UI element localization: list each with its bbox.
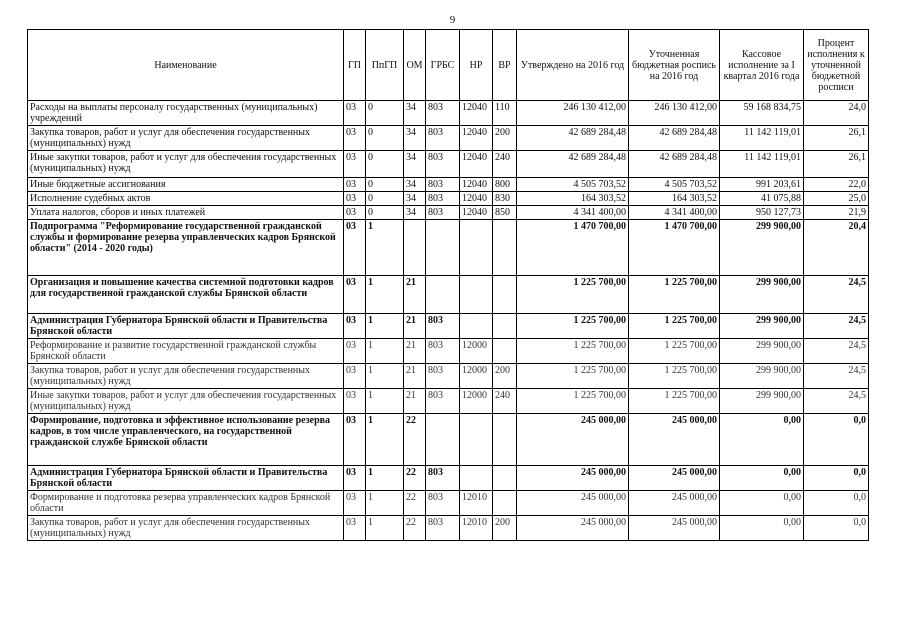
cell-cash: 0,00	[720, 414, 804, 466]
cell-cash: 299 900,00	[720, 389, 804, 414]
cell-vr: 830	[493, 192, 517, 206]
cell-gp: 03	[344, 220, 366, 276]
cell-name: Закупка товаров, работ и услуг для обеспечения государственных (муниципальных) нужд	[28, 364, 344, 389]
cell-vr: 200	[493, 516, 517, 541]
header-grbs: ГРБС	[426, 30, 460, 101]
cell-approved: 42 689 284,48	[517, 126, 629, 151]
cell-grbs: 803	[426, 178, 460, 192]
cell-refined: 42 689 284,48	[629, 126, 720, 151]
cell-name: Администрация Губернатора Брянской области и Правительства Брянской области	[28, 314, 344, 339]
cell-grbs: 803	[426, 206, 460, 220]
cell-om: 34	[404, 178, 426, 192]
cell-cash: 299 900,00	[720, 339, 804, 364]
cell-grbs: 803	[426, 192, 460, 206]
cell-percent: 24,5	[804, 314, 869, 339]
cell-gp: 03	[344, 364, 366, 389]
cell-om: 34	[404, 192, 426, 206]
cell-ppgp: 0	[366, 192, 404, 206]
cell-ppgp: 1	[366, 276, 404, 314]
cell-cash: 0,00	[720, 491, 804, 516]
cell-np: 12040	[460, 126, 493, 151]
cell-om: 22	[404, 414, 426, 466]
cell-vr: 240	[493, 389, 517, 414]
cell-om: 21	[404, 276, 426, 314]
cell-ppgp: 1	[366, 339, 404, 364]
cell-np: 12040	[460, 206, 493, 220]
cell-approved: 4 341 400,00	[517, 206, 629, 220]
cell-refined: 4 341 400,00	[629, 206, 720, 220]
cell-ppgp: 1	[366, 364, 404, 389]
cell-vr	[493, 314, 517, 339]
budget-table	[27, 29, 869, 541]
cell-cash: 299 900,00	[720, 220, 804, 276]
cell-refined: 1 225 700,00	[629, 339, 720, 364]
cell-om: 34	[404, 101, 426, 126]
cell-cash: 11 142 119,01	[720, 151, 804, 178]
cell-name: Организация и повышение качества системной подготовки кадров для государственной гражданской службы Брянской области	[28, 276, 344, 314]
cell-ppgp: 0	[366, 126, 404, 151]
table-row	[28, 491, 869, 516]
cell-refined: 42 689 284,48	[629, 151, 720, 178]
cell-cash: 299 900,00	[720, 364, 804, 389]
cell-grbs: 803	[426, 126, 460, 151]
table-row	[28, 192, 869, 206]
cell-gp: 03	[344, 466, 366, 491]
cell-name: Формирование, подготовка и эффективное использование резерва кадров, в том числе управленческого, на государственной гражданской службе Брянской области	[28, 414, 344, 466]
cell-refined: 4 505 703,52	[629, 178, 720, 192]
header-ppgp: ПпГП	[366, 30, 404, 101]
cell-om: 22	[404, 491, 426, 516]
table-row	[28, 126, 869, 151]
cell-approved: 1 225 700,00	[517, 314, 629, 339]
cell-name: Администрация Губернатора Брянской области и Правительства Брянской области	[28, 466, 344, 491]
cell-ppgp: 1	[366, 491, 404, 516]
header-cash: Кассовое исполнение за I квартал 2016 года	[720, 30, 804, 101]
cell-ppgp: 0	[366, 206, 404, 220]
cell-np	[460, 466, 493, 491]
header-om: ОМ	[404, 30, 426, 101]
cell-percent: 0,0	[804, 491, 869, 516]
cell-vr	[493, 220, 517, 276]
cell-name: Иные бюджетные ассигнования	[28, 178, 344, 192]
cell-approved: 245 000,00	[517, 466, 629, 491]
cell-grbs: 803	[426, 364, 460, 389]
cell-approved: 1 225 700,00	[517, 364, 629, 389]
table-row	[28, 178, 869, 192]
cell-vr: 240	[493, 151, 517, 178]
cell-grbs: 803	[426, 151, 460, 178]
cell-percent: 24,5	[804, 389, 869, 414]
table-row	[28, 206, 869, 220]
cell-vr	[493, 276, 517, 314]
cell-percent: 21,9	[804, 206, 869, 220]
cell-approved: 245 000,00	[517, 491, 629, 516]
cell-ppgp: 1	[366, 516, 404, 541]
cell-om: 21	[404, 364, 426, 389]
cell-gp: 03	[344, 101, 366, 126]
cell-percent: 0,0	[804, 466, 869, 491]
cell-gp: 03	[344, 178, 366, 192]
cell-approved: 1 225 700,00	[517, 339, 629, 364]
cell-approved: 42 689 284,48	[517, 151, 629, 178]
cell-grbs: 803	[426, 339, 460, 364]
cell-approved: 4 505 703,52	[517, 178, 629, 192]
cell-ppgp: 1	[366, 389, 404, 414]
table-row	[28, 466, 869, 491]
cell-cash: 0,00	[720, 516, 804, 541]
header-approved: Утверждено на 2016 год	[517, 30, 629, 101]
cell-percent: 24,0	[804, 101, 869, 126]
cell-approved: 246 130 412,00	[517, 101, 629, 126]
cell-np	[460, 314, 493, 339]
cell-gp: 03	[344, 389, 366, 414]
cell-approved: 1 470 700,00	[517, 220, 629, 276]
cell-cash: 991 203,61	[720, 178, 804, 192]
cell-np: 12040	[460, 101, 493, 126]
cell-percent: 0,0	[804, 414, 869, 466]
cell-grbs: 803	[426, 314, 460, 339]
cell-grbs: 803	[426, 466, 460, 491]
cell-refined: 164 303,52	[629, 192, 720, 206]
cell-vr	[493, 414, 517, 466]
table-row	[28, 339, 869, 364]
table-row	[28, 314, 869, 339]
cell-percent: 25,0	[804, 192, 869, 206]
cell-np: 12000	[460, 364, 493, 389]
cell-gp: 03	[344, 314, 366, 339]
cell-name: Подпрограмма "Реформирование государственной гражданской службы и формирование резерва управленческих кадров Брянской области" (2014 - 2020 годы)	[28, 220, 344, 276]
header-vr: ВР	[493, 30, 517, 101]
cell-gp: 03	[344, 192, 366, 206]
cell-grbs: 803	[426, 516, 460, 541]
cell-name: Исполнение судебных актов	[28, 192, 344, 206]
cell-np	[460, 276, 493, 314]
table-header-row	[28, 30, 869, 101]
cell-np: 12010	[460, 491, 493, 516]
cell-approved: 245 000,00	[517, 516, 629, 541]
cell-cash: 0,00	[720, 466, 804, 491]
table-row	[28, 414, 869, 466]
cell-om: 34	[404, 151, 426, 178]
cell-ppgp: 1	[366, 314, 404, 339]
cell-np: 12040	[460, 151, 493, 178]
cell-refined: 245 000,00	[629, 516, 720, 541]
table-row	[28, 364, 869, 389]
cell-refined: 1 225 700,00	[629, 364, 720, 389]
cell-gp: 03	[344, 339, 366, 364]
cell-gp: 03	[344, 276, 366, 314]
cell-om: 22	[404, 516, 426, 541]
cell-percent: 22,0	[804, 178, 869, 192]
cell-om: 21	[404, 339, 426, 364]
cell-om: 34	[404, 206, 426, 220]
cell-refined: 245 000,00	[629, 414, 720, 466]
cell-cash: 11 142 119,01	[720, 126, 804, 151]
cell-vr	[493, 339, 517, 364]
cell-cash: 59 168 834,75	[720, 101, 804, 126]
header-refined: Уточненная бюджетная роспись на 2016 год	[629, 30, 720, 101]
cell-np	[460, 414, 493, 466]
cell-np: 12010	[460, 516, 493, 541]
cell-refined: 245 000,00	[629, 466, 720, 491]
header-np: НР	[460, 30, 493, 101]
header-gp: ГП	[344, 30, 366, 101]
cell-np: 12000	[460, 339, 493, 364]
header-name: Наименование	[28, 30, 344, 101]
cell-np: 12000	[460, 389, 493, 414]
cell-gp: 03	[344, 206, 366, 220]
cell-ppgp: 1	[366, 220, 404, 276]
cell-name: Расходы на выплаты персоналу государственных (муниципальных) учреждений	[28, 101, 344, 126]
cell-gp: 03	[344, 151, 366, 178]
cell-percent: 24,5	[804, 276, 869, 314]
cell-name: Закупка товаров, работ и услуг для обеспечения государственных (муниципальных) нужд	[28, 126, 344, 151]
cell-refined: 1 470 700,00	[629, 220, 720, 276]
cell-cash: 950 127,73	[720, 206, 804, 220]
cell-om: 22	[404, 466, 426, 491]
cell-ppgp: 0	[366, 151, 404, 178]
table-row	[28, 516, 869, 541]
cell-name: Иные закупки товаров, работ и услуг для обеспечения государственных (муниципальных) нужд	[28, 151, 344, 178]
cell-name: Уплата налогов, сборов и иных платежей	[28, 206, 344, 220]
cell-name: Реформирование и развитие государственной гражданской службы Брянской области	[28, 339, 344, 364]
cell-ppgp: 1	[366, 466, 404, 491]
cell-np: 12040	[460, 178, 493, 192]
cell-grbs: 803	[426, 101, 460, 126]
cell-percent: 20,4	[804, 220, 869, 276]
cell-percent: 0,0	[804, 516, 869, 541]
cell-grbs	[426, 276, 460, 314]
cell-name: Формирование и подготовка резерва управленческих кадров Брянской области	[28, 491, 344, 516]
cell-percent: 26,1	[804, 151, 869, 178]
table-row	[28, 276, 869, 314]
cell-percent: 26,1	[804, 126, 869, 151]
cell-grbs	[426, 220, 460, 276]
cell-percent: 24,5	[804, 339, 869, 364]
cell-om: 21	[404, 314, 426, 339]
cell-vr	[493, 491, 517, 516]
cell-om: 21	[404, 389, 426, 414]
cell-vr	[493, 466, 517, 491]
header-percent: Процент исполнения к уточненной бюджетной росписи	[804, 30, 869, 101]
cell-gp: 03	[344, 414, 366, 466]
cell-vr: 850	[493, 206, 517, 220]
cell-vr: 200	[493, 126, 517, 151]
cell-vr: 110	[493, 101, 517, 126]
cell-vr: 800	[493, 178, 517, 192]
cell-om: 34	[404, 126, 426, 151]
cell-refined: 246 130 412,00	[629, 101, 720, 126]
cell-grbs: 803	[426, 389, 460, 414]
table-row	[28, 151, 869, 178]
cell-gp: 03	[344, 126, 366, 151]
cell-vr: 200	[493, 364, 517, 389]
cell-ppgp: 0	[366, 178, 404, 192]
cell-cash: 299 900,00	[720, 276, 804, 314]
cell-cash: 41 075,88	[720, 192, 804, 206]
cell-name: Иные закупки товаров, работ и услуг для обеспечения государственных (муниципальных) нужд	[28, 389, 344, 414]
cell-np	[460, 220, 493, 276]
cell-approved: 245 000,00	[517, 414, 629, 466]
cell-om	[404, 220, 426, 276]
page-number: 9	[449, 14, 456, 26]
table-body	[28, 101, 869, 541]
cell-refined: 245 000,00	[629, 491, 720, 516]
cell-ppgp: 1	[366, 414, 404, 466]
cell-cash: 299 900,00	[720, 314, 804, 339]
cell-refined: 1 225 700,00	[629, 276, 720, 314]
cell-gp: 03	[344, 491, 366, 516]
cell-refined: 1 225 700,00	[629, 389, 720, 414]
table-row	[28, 220, 869, 276]
cell-percent: 24,5	[804, 364, 869, 389]
cell-refined: 1 225 700,00	[629, 314, 720, 339]
cell-gp: 03	[344, 516, 366, 541]
cell-np: 12040	[460, 192, 493, 206]
table-row	[28, 101, 869, 126]
cell-ppgp: 0	[366, 101, 404, 126]
cell-name: Закупка товаров, работ и услуг для обеспечения государственных (муниципальных) нужд	[28, 516, 344, 541]
cell-approved: 1 225 700,00	[517, 276, 629, 314]
cell-grbs	[426, 414, 460, 466]
cell-grbs: 803	[426, 491, 460, 516]
cell-approved: 164 303,52	[517, 192, 629, 206]
table-row	[28, 389, 869, 414]
cell-approved: 1 225 700,00	[517, 389, 629, 414]
